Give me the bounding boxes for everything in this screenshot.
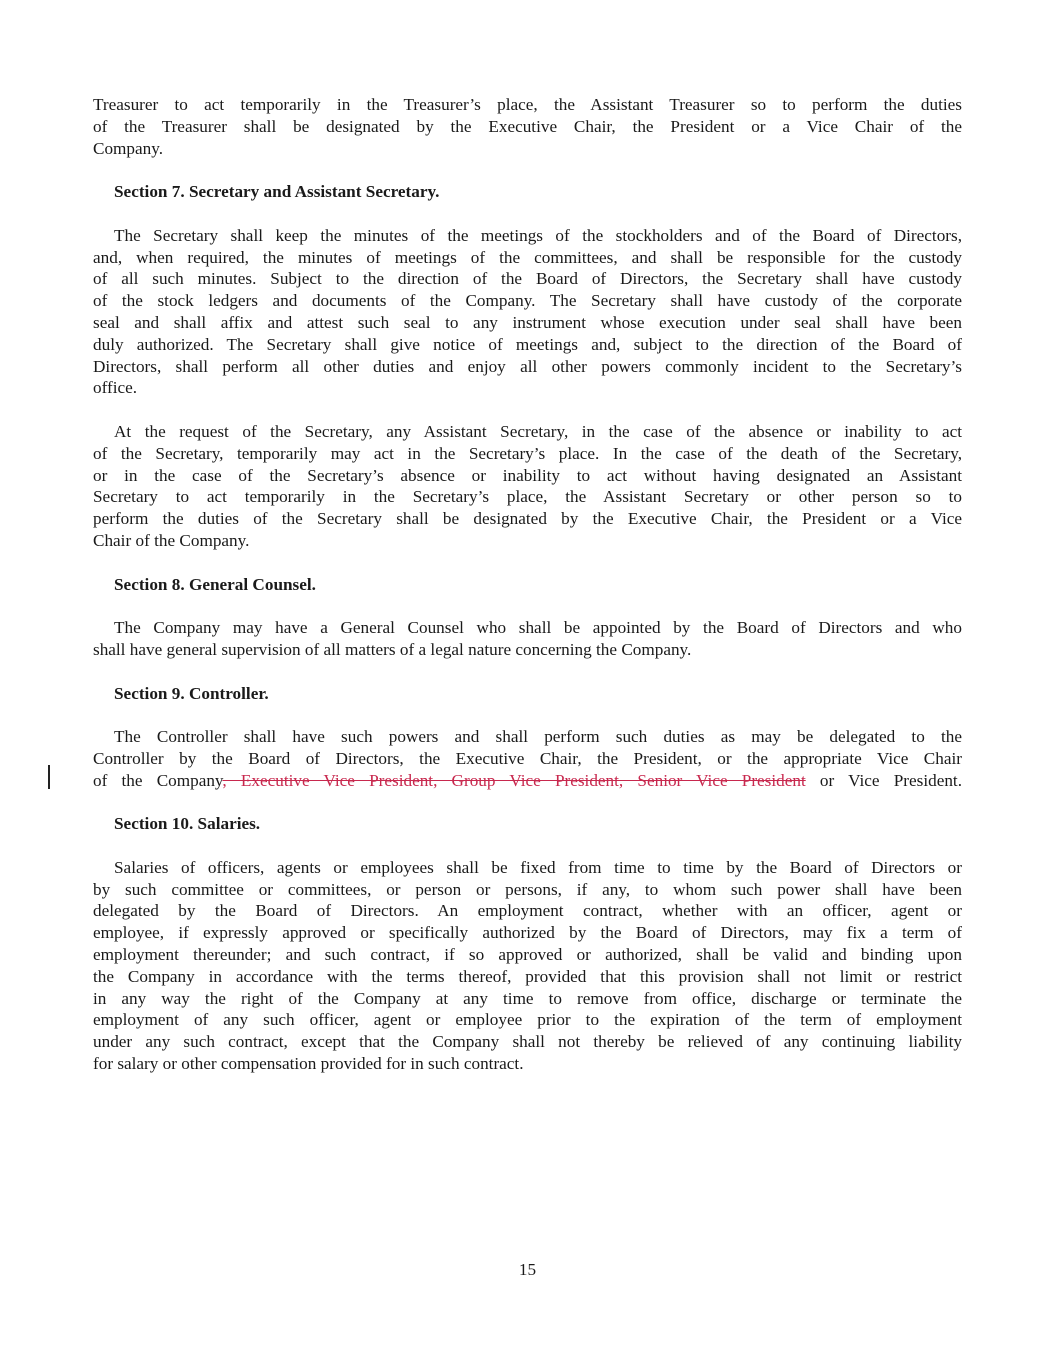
text-line: by such committee or committees, or person or persons, if any, to whom such power shall have been — [93, 879, 962, 899]
section-7-paragraph-1 — [93, 225, 962, 399]
text-line: the Company in accordance with the terms thereof, provided that this provision shall not limit or restrict — [93, 966, 962, 986]
deleted-text-run: , Executive Vice President, Group Vice President, Senior Vice President — [222, 770, 806, 790]
text-line: Controller by the Board of Directors, the Executive Chair, the President, or the appropriate Vice Chair — [93, 748, 962, 768]
text-line: duly authorized. The Secretary shall give notice of meetings and, subject to the direction of the Board of — [93, 334, 962, 354]
section-8-heading: Section 8. General Counsel. — [114, 574, 316, 594]
text-line: perform the duties of the Secretary shall be designated by the Executive Chair, the President or a Vice — [93, 509, 962, 529]
text-line: At the request of the Secretary, any Assistant Secretary, in the case of the absence or inability to act — [114, 421, 962, 441]
revision-change-bar — [48, 765, 50, 789]
page-number: 15 — [518, 1260, 537, 1279]
text-line: Secretary to act temporarily in the Secretary’s place, the Assistant Secretary or other person so to — [93, 487, 962, 507]
text-line: of the stock ledgers and documents of the Company. The Secretary shall have custody of the corporate — [93, 291, 962, 311]
text-line: or in the case of the Secretary’s absence or inability to act without having designated an Assistant — [93, 465, 962, 485]
text-line: employment of any such officer, agent or employee prior to the expiration of the term of employment — [93, 1010, 962, 1030]
text-line: and, when required, the minutes of meetings of the committees, and shall be responsible for the custody — [93, 247, 962, 267]
text-run: of the Company — [93, 770, 223, 790]
section-8-paragraph — [93, 617, 962, 661]
text-line: Chair of the Company. — [93, 530, 250, 550]
section-9-paragraph — [93, 726, 962, 791]
text-line: shall have general supervision of all matters of a legal nature concerning the Company. — [93, 639, 692, 659]
text-line: for salary or other compensation provided for in such contract. — [93, 1054, 524, 1074]
section-10-heading: Section 10. Salaries. — [114, 814, 261, 834]
text-line: delegated by the Board of Directors. An employment contract, whether with an officer, agent or — [93, 901, 962, 921]
intro-paragraph — [93, 94, 962, 159]
text-line: in any way the right of the Company at any time to remove from office, discharge or terminate the — [93, 988, 962, 1008]
text-line: of the Treasurer shall be designated by the Executive Chair, the President or a Vice Chair of the — [93, 116, 962, 136]
text-line: of the Secretary, temporarily may act in the Secretary’s place. In the case of the death of the Secretary, — [93, 443, 962, 463]
section-9-heading: Section 9. Controller. — [114, 683, 269, 703]
text-line: employment thereunder; and such contract, if so approved or authorized, shall be valid and binding upon — [93, 945, 962, 965]
text-line: seal and shall affix and attest such seal to any instrument whose execution under seal shall have been — [93, 312, 962, 332]
text-run: or Vice President. — [805, 770, 962, 790]
text-line: Treasurer to act temporarily in the Treasurer’s place, the Assistant Treasurer so to perform the duties — [93, 95, 962, 114]
text-line: The Company may have a General Counsel who shall be appointed by the Board of Directors and who — [114, 618, 962, 638]
text-line: employee, if expressly approved or specifically authorized by the Board of Directors, may fix a term of — [93, 923, 962, 943]
text-line-with-deletion — [93, 770, 962, 792]
text-line: Company. — [93, 138, 164, 158]
text-line: Salaries of officers, agents or employees shall be fixed from time to time by the Board of Directors or — [114, 857, 962, 877]
document-page — [93, 94, 962, 1097]
text-line: under any such contract, except that the Company shall not thereby be relieved of any continuing liability — [93, 1032, 962, 1052]
text-line: office. — [93, 378, 138, 398]
section-7-paragraph-2 — [93, 421, 962, 552]
text-line: of all such minutes. Subject to the direction of the Board of Directors, the Secretary shall have custody — [93, 269, 962, 289]
text-line: The Controller shall have such powers and shall perform such duties as may be delegated to the — [114, 727, 962, 747]
text-line: The Secretary shall keep the minutes of the meetings of the stockholders and of the Board of Directors, — [114, 225, 962, 245]
text-line: Directors, shall perform all other duties and enjoy all other powers commonly incident to the Secretary’s — [93, 356, 962, 376]
section-10-paragraph — [93, 857, 962, 1075]
section-7-heading: Section 7. Secretary and Assistant Secretary. — [114, 182, 440, 202]
